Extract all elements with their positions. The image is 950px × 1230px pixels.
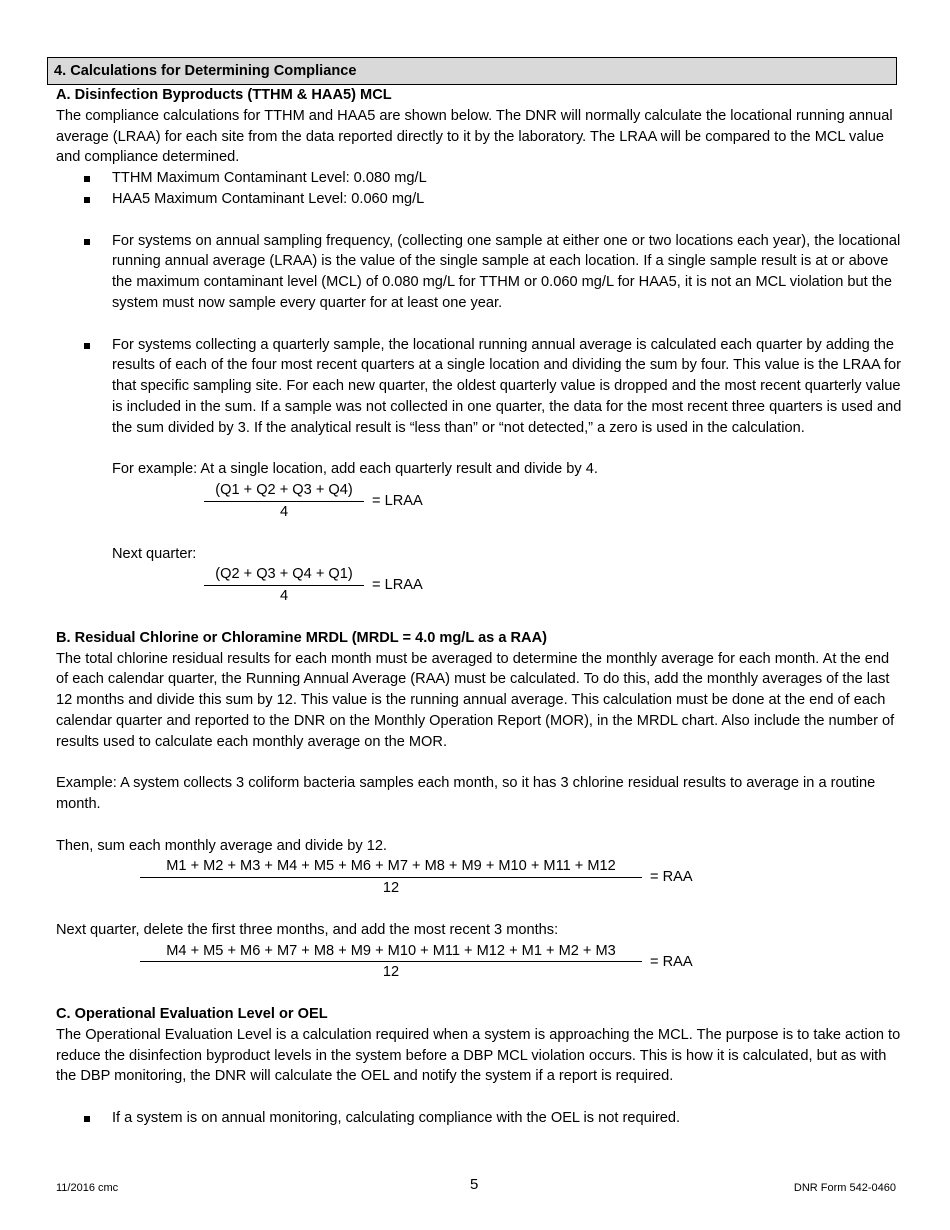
lraa-formula-2 xyxy=(56,564,902,607)
raa-formula-1 xyxy=(56,856,902,899)
tthm-mcl-text: TTHM Maximum Contaminant Level: 0.080 mg/L xyxy=(112,170,427,187)
quarterly-sampling-text: For systems collecting a quarterly sample, the locational running annual average is calculated each quarter by adding the results of each of the four most recent quarters at a single location and dividing the sum by four. This value is the LRAA for that specific sampling site. For each new quarter, the oldest quarterly value is dropped and the most recent quarterly value is included in the sum. If a sample was not collected in one quarter, the data for the most recent three quarters is used and the sum divided by 3. If the analytical result is “less than” or “not detected,” a zero is used in the calculation. xyxy=(112,336,902,436)
formula-numerator: M4 + M5 + M6 + M7 + M8 + M9 + M10 + M11 + M12 + M1 + M2 + M3 xyxy=(140,941,642,963)
formula-numerator: M1 + M2 + M3 + M4 + M5 + M6 + M7 + M8 + M9 + M10 + M11 + M12 xyxy=(140,856,642,878)
list-item xyxy=(56,1108,902,1129)
annual-sampling-text: For systems on annual sampling frequency, (collecting one sample at either one or two locations each year), the locational running annual average (LRAA) is the value of the single sample at each location. If a single sample result is at or above the maximum contaminant level (MCL) of 0.080 mg/L for TTHM or 0.060 mg/L for HAA5, it is not an MCL violation but the system must now sample every quarter for at least one year. xyxy=(112,232,901,311)
part-b-intro: The total chlorine residual results for each month must be averaged to determine the monthly average for each month. At the end of each calendar quarter, the Running Annual Average (RAA) must be calculated. To do this, add the monthly averages of the last 12 months and divide this sum by 12. This value is the running annual average. This calculation must be done at the end of each calendar quarter and reported to the DNR on the Monthly Operation Report (MOR), in the MRDL chart. Also include the number of results used to calculate each monthly average on the MOR. xyxy=(56,650,895,750)
example-intro: For example: At a single location, add each quarterly result and divide by 4. xyxy=(112,461,598,478)
formula-numerator: (Q1 + Q2 + Q3 + Q4) xyxy=(204,480,364,502)
list-item xyxy=(56,189,902,210)
list-item xyxy=(56,335,902,439)
bullet-icon xyxy=(84,1116,90,1122)
next-quarter-label: Next quarter: xyxy=(112,545,197,562)
list-item xyxy=(56,168,902,189)
formula-result: = LRAA xyxy=(372,577,423,594)
formula-result: = LRAA xyxy=(372,493,423,510)
lraa-formula-1 xyxy=(56,480,902,523)
part-a-heading: A. Disinfection Byproducts (TTHM & HAA5) MCL xyxy=(56,87,392,103)
bullet-icon xyxy=(84,343,90,349)
bullet-icon xyxy=(84,176,90,182)
part-c-intro: The Operational Evaluation Level is a calculation required when a system is approaching the MCL. The purpose is to take action to reduce the disinfection byproduct levels in the system before a DBP MCL violation occurs. This is how it is calculated, but as with the DBP monitoring, the DNR will calculate the OEL and notify the system if a report is required. xyxy=(56,1026,901,1085)
raa-formula-2 xyxy=(56,941,902,984)
formula-denominator: 12 xyxy=(382,880,400,897)
part-b-then: Then, sum each monthly average and divide by 12. xyxy=(56,837,387,854)
quarterly-list xyxy=(56,335,902,439)
document-page xyxy=(56,57,902,1129)
mcl-list xyxy=(56,168,902,210)
haa5-mcl-text: HAA5 Maximum Contaminant Level: 0.060 mg/L xyxy=(112,190,425,207)
formula-numerator: (Q2 + Q3 + Q4 + Q1) xyxy=(204,564,364,586)
formula-denominator: 4 xyxy=(279,503,289,520)
formula-result: = RAA xyxy=(650,869,693,886)
form-number: DNR Form 542-0460 xyxy=(793,1182,896,1194)
part-b-example: Example: A system collects 3 coliform bacteria samples each month, so it has 3 chlorine residual results to average in a routine month. xyxy=(56,775,876,813)
formula-result: = RAA xyxy=(650,953,693,970)
page-number: 5 xyxy=(470,1176,479,1193)
bullet-icon xyxy=(84,239,90,245)
part-b-heading: B. Residual Chlorine or Chloramine MRDL (MRDL = 4.0 mg/L as a RAA) xyxy=(56,629,547,646)
footer-date: 11/2016 cmc xyxy=(56,1182,119,1194)
oel-annual-text: If a system is on annual monitoring, calculating compliance with the OEL is not required. xyxy=(112,1110,681,1127)
section-title: 4. Calculations for Determining Compliance xyxy=(47,57,897,85)
part-a-intro: The compliance calculations for TTHM and HAA5 are shown below. The DNR will normally calculate the locational running annual average (LRAA) for each site from the data reported directly to it by the laboratory. The LRAA will be compared to the MCL value and compliance determined. xyxy=(56,107,893,166)
oel-list xyxy=(56,1108,902,1129)
part-c-heading: C. Operational Evaluation Level or OEL xyxy=(56,1006,328,1023)
formula-denominator: 12 xyxy=(382,964,400,981)
bullet-icon xyxy=(84,197,90,203)
annual-list xyxy=(56,231,902,314)
formula-denominator: 4 xyxy=(279,588,289,605)
list-item xyxy=(56,231,902,314)
part-b-next-quarter: Next quarter, delete the first three months, and add the most recent 3 months: xyxy=(56,921,559,938)
